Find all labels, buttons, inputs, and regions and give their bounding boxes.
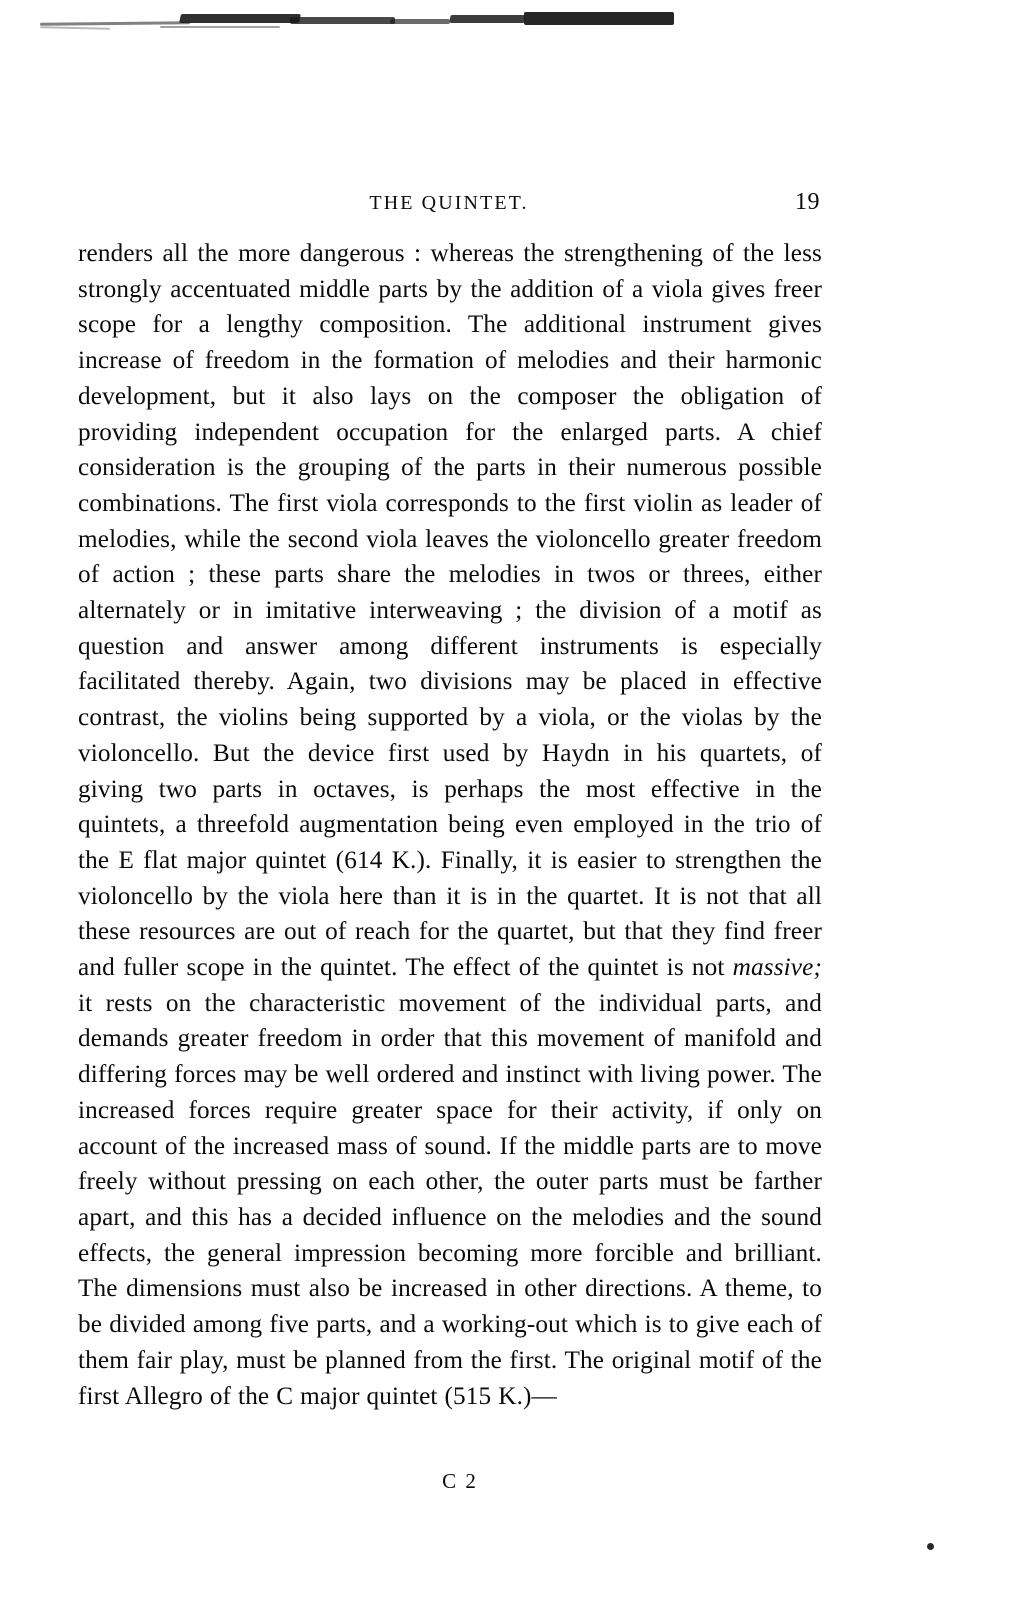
running-head: THE QUINTET.	[369, 192, 529, 214]
signature-mark: C 2	[442, 1469, 478, 1493]
emphasized-word: massive;	[732, 954, 822, 982]
body-text-block	[78, 236, 822, 1414]
page-header	[78, 189, 820, 215]
page-number: 19	[795, 189, 820, 215]
ink-dot-artifact	[927, 1543, 934, 1550]
signature-mark-row	[78, 1469, 822, 1494]
paragraph-part-2: it rests on the characteristic movement of the individual parts, and demands greater freedom in order that this movement of manifold and differing forces may be well ordered and instinct with living power. The increased forces require greater space for their activity, if only on account of the increased mass of sound. If the middle parts are to move freely without pressing on each other, the outer parts must be farther apart, and this has a decided influence on the melodies and the sound effects, the general impression becoming more forcible and brilliant. The dimensions must also be increased in other directions. A theme, to be divided among five parts, and a working-out which is to give each of them fair play, must be planned from the first. The original motif of the first Allegro of the C major quintet (515 K.)—	[78, 989, 822, 1410]
paragraph	[78, 236, 822, 1414]
paragraph-part-1: renders all the more dangerous : whereas the strengthening of the less strongly accentuated middle parts by the addition of a viola gives freer scope for a lengthy composition. The additional instrument gives increase of freedom in the formation of melodies and their harmonic development, but it also lays on the composer the obligation of providing independent occupation for the enlarged parts. A chief consideration is the grouping of the parts in their numerous possible combinations. The first viola corresponds to the first violin as leader of melodies, while the second viola leaves the violoncello greater freedom of action ; these parts share the melodies in twos or threes, either alternately or in imitative interweaving ; the division of a motif as question and answer among different instruments is especially facilitated thereby. Again, two divisions may be placed in effective contrast, the violins being supported by a viola, or the violas by the violoncello. But the device first used by Haydn in his quartets, of giving two parts in octaves, is perhaps the most effective in the quintets, a threefold augmentation being even employed in the trio of the E flat major quintet (614 K.). Finally, it is easier to strengthen the violoncello by the viola here than it is in the quartet. It is not that all these resources are out of reach for the quartet, but that they find freer and fuller scope in the quintet. The effect of the quintet is not	[78, 240, 822, 982]
